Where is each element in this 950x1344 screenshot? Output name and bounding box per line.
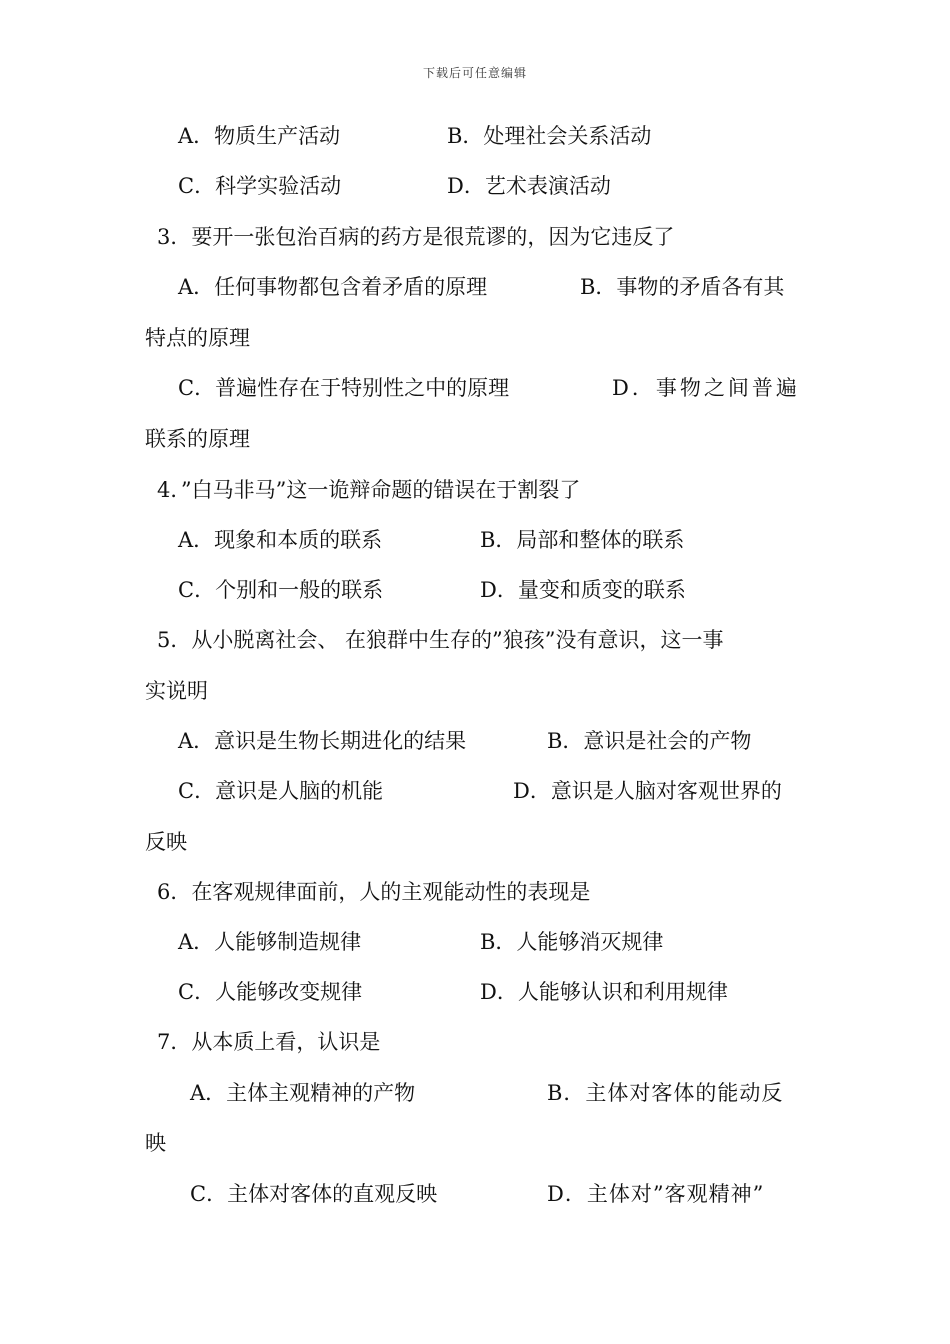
q2-option-c: C．科学实验活动 [178,174,342,198]
q2-option-b: B．处理社会关系活动 [447,124,652,148]
q4-option-c: C．个别和一般的联系 [178,578,384,602]
q5-option-a: A．意识是生物长期进化的结果 [178,729,467,753]
q6-option-b: B．人能够消灭规律 [480,930,664,954]
q6-stem: 6．在客观规律面前，人的主观能动性的表现是 [157,880,591,904]
q3-option-b-continued: 特点的原理 [145,326,250,350]
q3-option-b: B．事物的矛盾各有其 [580,275,785,299]
q6-option-c: C．人能够改变规律 [178,980,363,1004]
q7-option-b-continued: 映 [145,1131,166,1155]
q5-stem-continued: 实说明 [145,679,208,703]
q3-option-c: C．普遍性存在于特别性之中的原理 [178,376,510,400]
q4-option-a: A．现象和本质的联系 [178,528,383,552]
q4-option-b: B．局部和整体的联系 [480,528,685,552]
q7-option-a: A．主体主观精神的产物 [190,1081,416,1105]
q6-option-a: A．人能够制造规律 [178,930,362,954]
q5-stem: 5．从小脱离社会、 在狼群中生存的”狼孩”没有意识，这一事 [157,628,724,652]
q4-stem: 4．”白马非马”这一诡辩命题的错误在于割裂了 [157,478,581,502]
q5-option-b: B．意识是社会的产物 [547,729,752,753]
q3-option-d: D．事物之间普遍 [612,376,800,400]
q3-stem: 3．要开一张包治百病的药方是很荒谬的，因为它违反了 [157,225,675,249]
q5-option-d-continued: 反映 [145,830,187,854]
q2-option-d: D．艺术表演活动 [447,174,611,198]
q7-stem: 7．从本质上看，认识是 [157,1030,381,1054]
q7-option-d: D．主体对”客观精神” [547,1182,765,1206]
q2-option-a: A．物质生产活动 [178,124,341,148]
q6-option-d: D．人能够认识和利用规律 [480,980,728,1004]
q5-option-d: D．意识是人脑对客观世界的 [513,779,782,803]
q7-option-c: C．主体对客体的直观反映 [190,1182,438,1206]
q3-option-d-continued: 联系的原理 [145,427,250,451]
q5-option-c: C．意识是人脑的机能 [178,779,384,803]
q7-option-b: B．主体对客体的能动反 [547,1081,784,1105]
q3-option-a: A．任何事物都包含着矛盾的原理 [178,275,488,299]
page-header: 下载后可任意编辑 [422,66,527,80]
q4-option-d: D．量变和质变的联系 [480,578,686,602]
